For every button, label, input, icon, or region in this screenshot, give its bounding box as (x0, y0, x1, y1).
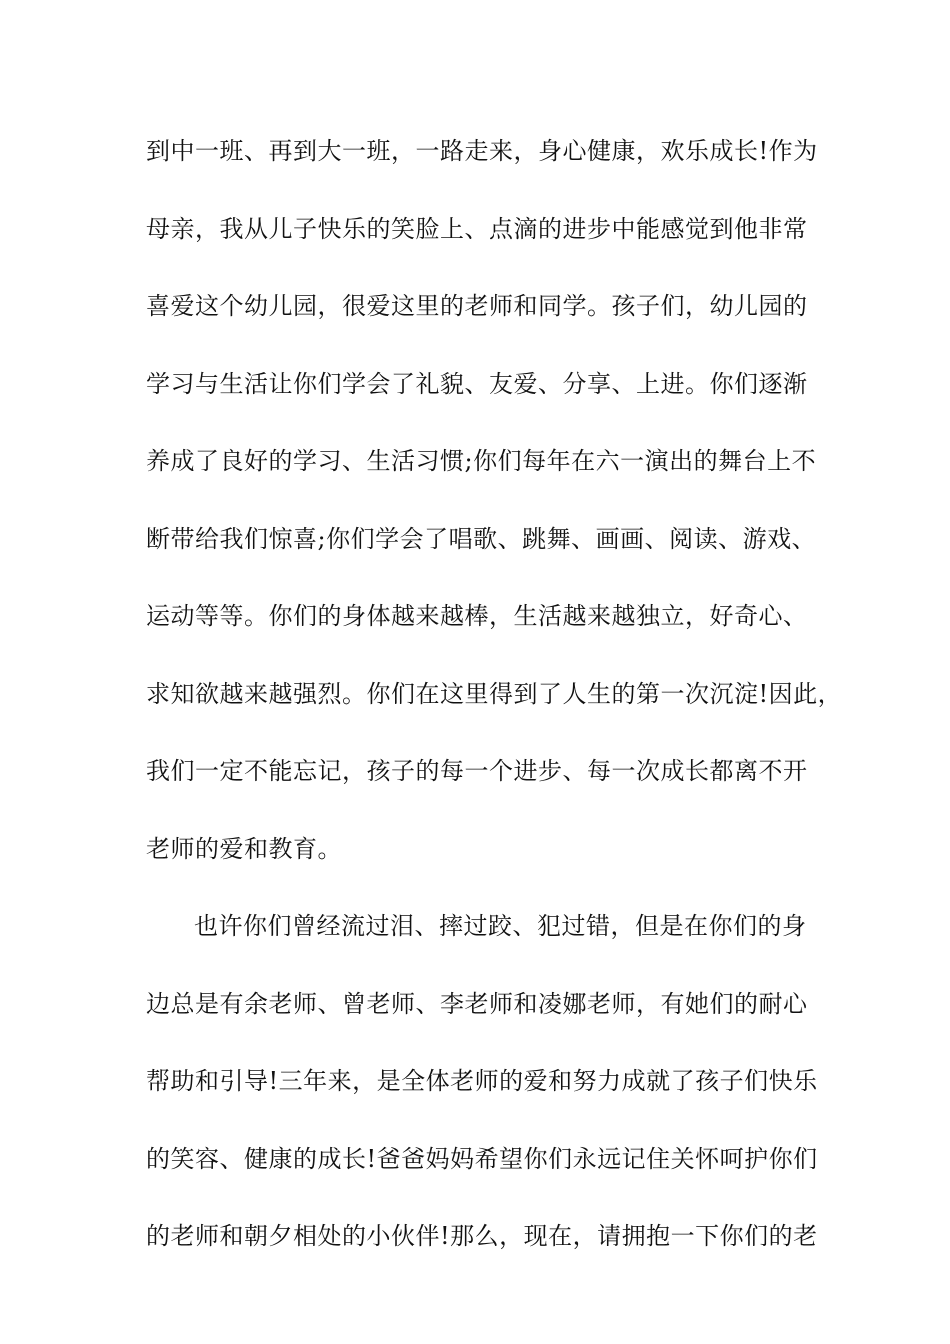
text-line: 喜爱这个幼儿园，很爱这里的老师和同学。孩子们，幼儿园的 (146, 292, 808, 320)
text-line: 求知欲越来越强烈。你们在这里得到了人生的第一次沉淀!因此， (146, 679, 843, 708)
text-line: 的老师和朝夕相处的小伙伴!那么，现在，请拥抱一下你们的老 (146, 1222, 818, 1250)
body-text (146, 132, 843, 1295)
text-line: 的笑容、健康的成长!爸爸妈妈希望你们永远记住关怀呵护你们 (146, 1144, 818, 1173)
text-line: 养成了良好的学习、生活习惯;你们每年在六一演出的舞台上不 (146, 447, 817, 475)
text-line: 学习与生活让你们学会了礼貌、友爱、分享、上进。你们逐渐 (146, 369, 808, 398)
text-line: 老师的爱和教育。 (146, 834, 342, 863)
text-line: 到中一班、再到大一班，一路走来，身心健康，欢乐成长!作为 (146, 137, 818, 165)
text-line: 帮助和引导!三年来，是全体老师的爱和努力成就了孩子们快乐 (146, 1067, 818, 1095)
text-line: 我们一定不能忘记，孩子的每一个进步、每一次成长都离不开 (146, 757, 808, 785)
paragraph-start-line: 也许你们曾经流过泪、摔过跤、犯过错，但是在你们的身 (194, 912, 807, 940)
text-line: 母亲，我从儿子快乐的笑脸上、点滴的进步中能感觉到他非常 (146, 214, 808, 243)
text-line: 断带给我们惊喜;你们学会了唱歌、跳舞、画画、阅读、游戏、 (146, 524, 817, 553)
text-line: 运动等等。你们的身体越来越棒，生活越来越独立，好奇心、 (146, 602, 808, 630)
text-line: 边总是有余老师、曾老师、李老师和凌娜老师，有她们的耐心 (146, 989, 808, 1018)
